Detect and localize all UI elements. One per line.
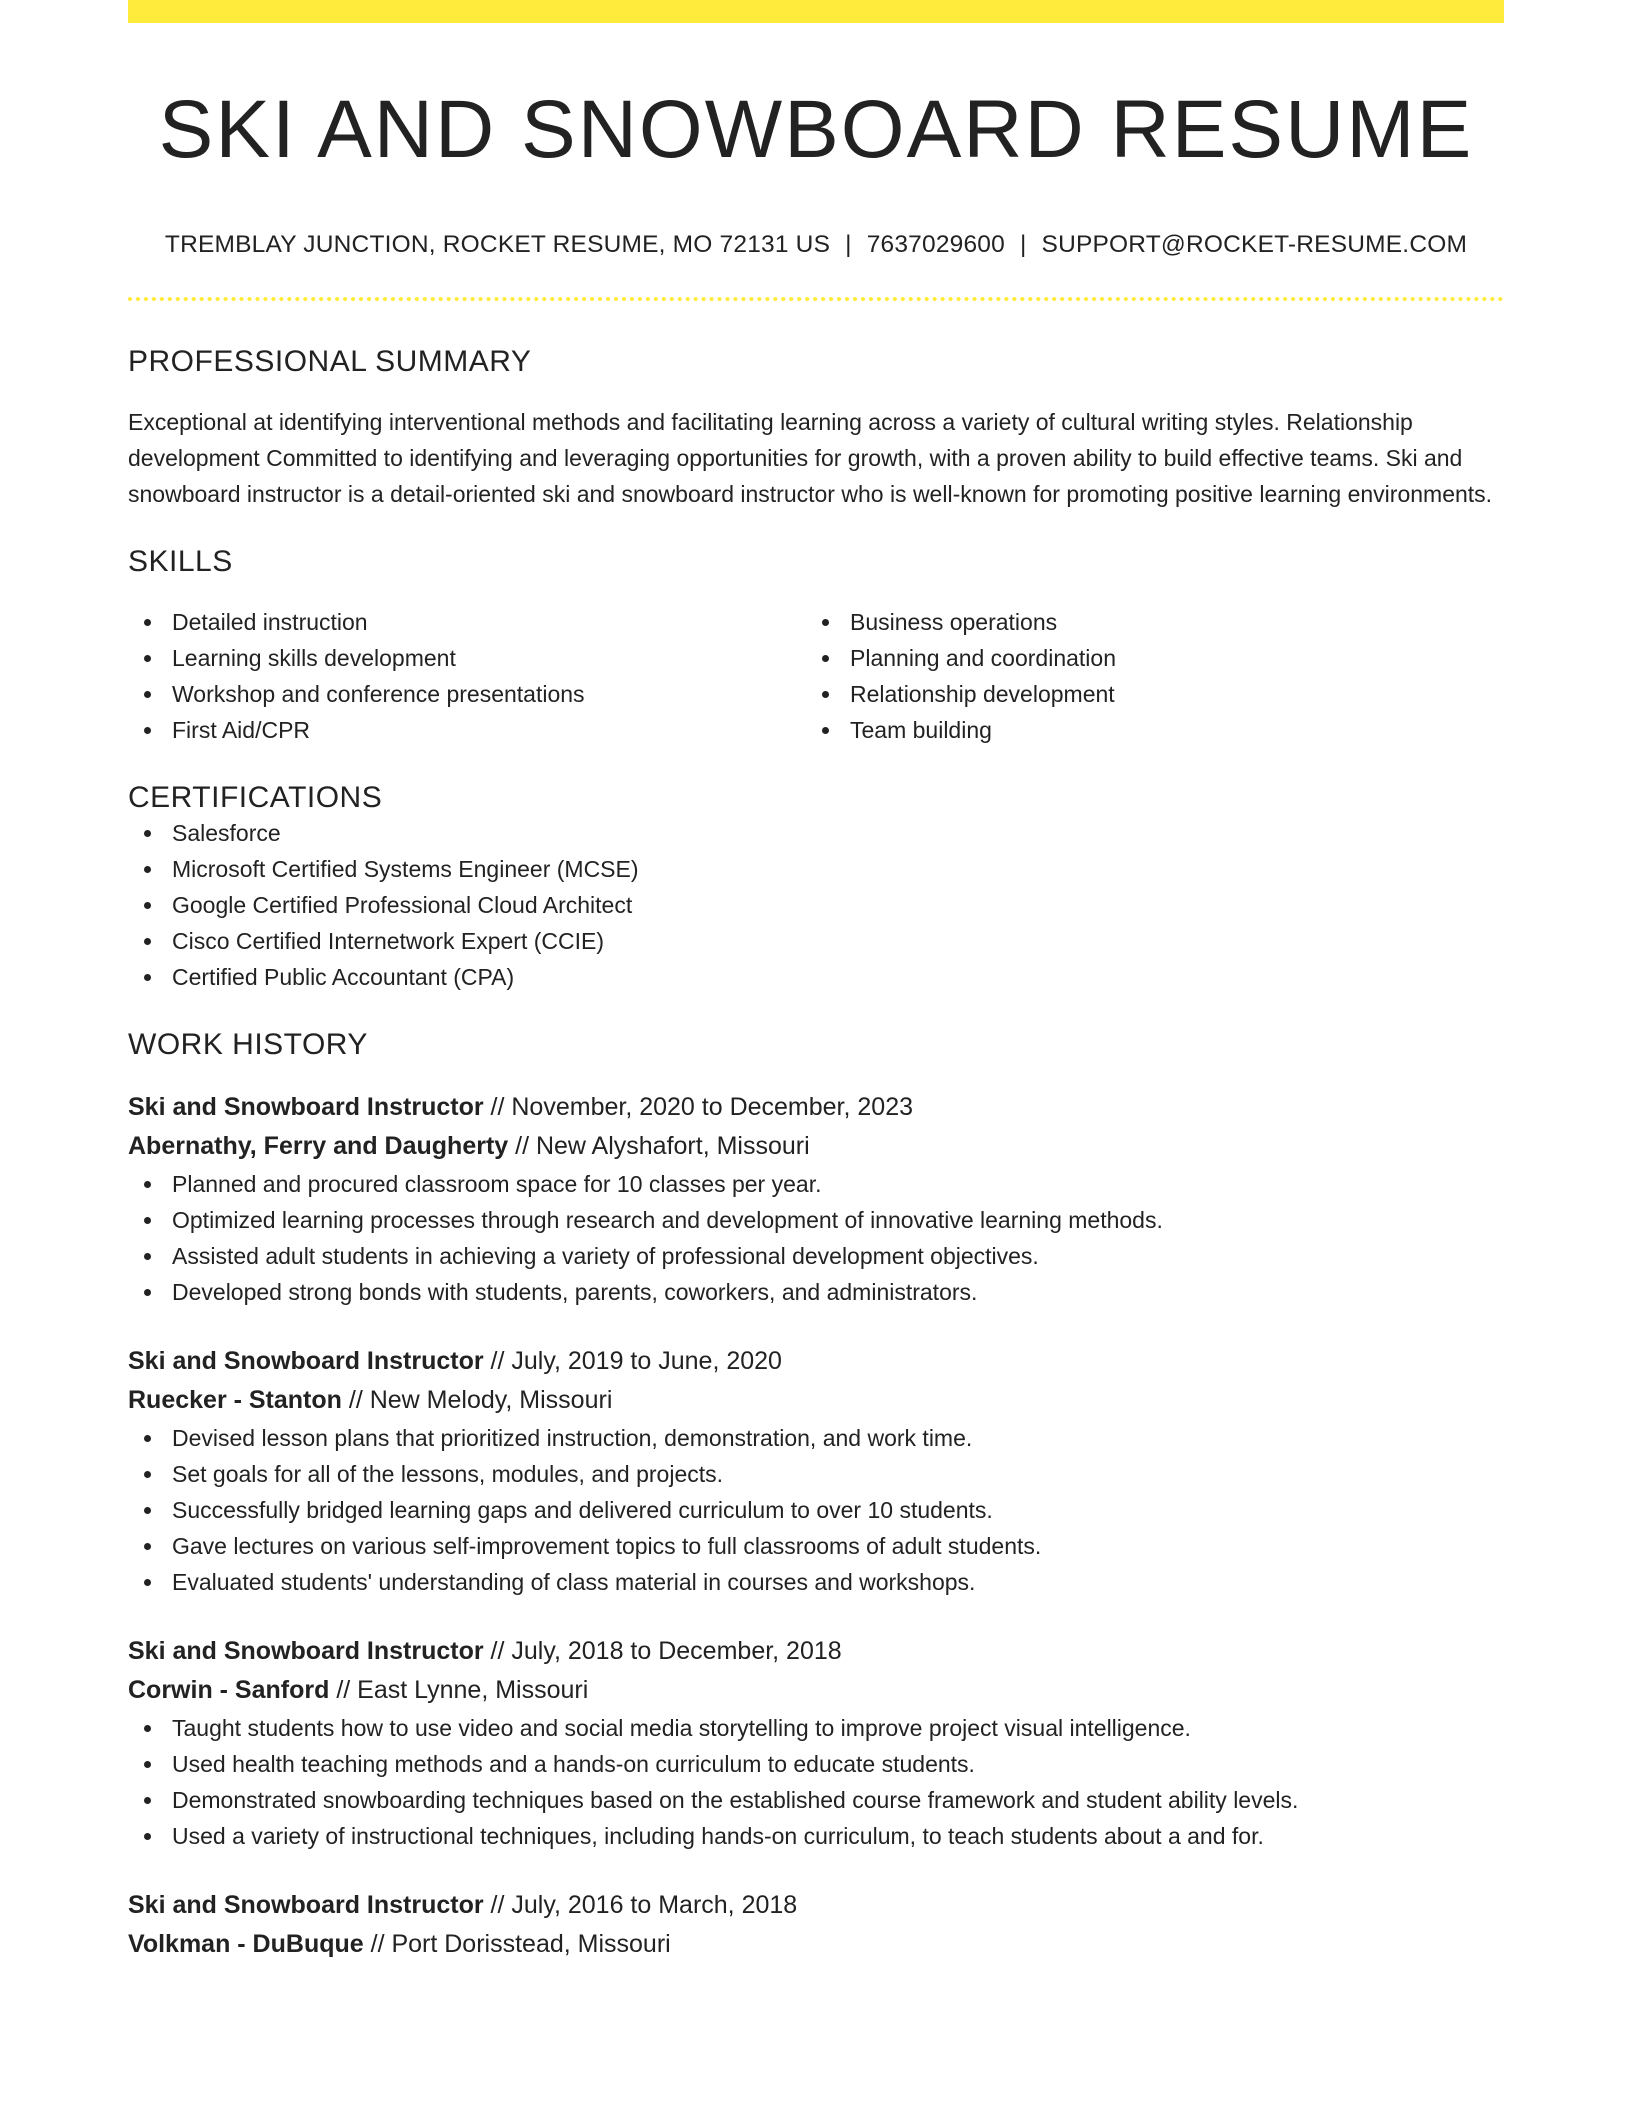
job-bullet: Evaluated students' understanding of class material in courses and workshops.: [128, 1564, 1504, 1600]
job-entry: [128, 1886, 1504, 1964]
contact-separator: |: [1019, 231, 1027, 259]
job-title: Ski and Snowboard Instructor: [128, 1347, 484, 1376]
skill-item: Planning and coordination: [806, 640, 1484, 676]
certification-item: Cisco Certified Internetwork Expert (CCIE): [128, 923, 1504, 959]
job-dates: // November, 2020 to December, 2023: [483, 1093, 914, 1122]
job-bullets: [128, 1420, 1504, 1600]
job-location: // East Lynne, Missouri: [329, 1676, 589, 1705]
summary-text: Exceptional at identifying interventional methods and facilitating learning across a variety of cultural writing styles. Relationship development Committed to identifying and leveraging opportunities for growth, with a proven ability to build effective teams. Ski and snowboard instructor is a detail-oriented ski and snowboard instructor who is well-known for promoting positive learning environments.: [128, 409, 1493, 508]
skills-columns: [128, 604, 1504, 748]
certification-item: Certified Public Accountant (CPA): [128, 959, 1504, 995]
resume-page: [128, 0, 1504, 1964]
job-dates: // July, 2019 to June, 2020: [483, 1347, 782, 1376]
skills-heading: SKILLS: [128, 545, 233, 579]
skill-item: Relationship development: [806, 676, 1484, 712]
contact-email: SUPPORT@ROCKET-RESUME.COM: [1041, 231, 1468, 259]
job-title-line: [128, 1088, 1504, 1127]
job-company: Ruecker - Stanton: [128, 1386, 342, 1415]
job-bullet: Taught students how to use video and social media storytelling to improve project visual intelligence.: [128, 1710, 1504, 1746]
skill-item: Team building: [806, 712, 1484, 748]
job-title-line: [128, 1886, 1504, 1925]
summary-heading: PROFESSIONAL SUMMARY: [128, 345, 532, 379]
job-dates: // July, 2018 to December, 2018: [483, 1637, 842, 1666]
job-location: // New Melody, Missouri: [341, 1386, 613, 1415]
certification-item: Microsoft Certified Systems Engineer (MCSE): [128, 851, 1504, 887]
accent-top-bar: [128, 0, 1504, 23]
certifications-heading: CERTIFICATIONS: [128, 781, 383, 815]
job-company-line: [128, 1127, 1504, 1166]
skills-list-left: [128, 604, 806, 748]
job-bullet: Successfully bridged learning gaps and delivered curriculum to over 10 students.: [128, 1492, 1504, 1528]
job-company: Corwin - Sanford: [128, 1676, 330, 1705]
job-location: // New Alyshafort, Missouri: [508, 1132, 810, 1161]
job-bullet: Set goals for all of the lessons, modules, and projects.: [128, 1456, 1504, 1492]
job-entry: [128, 1088, 1504, 1310]
contact-line: [128, 231, 1504, 259]
job-bullet: Gave lectures on various self-improvement topics to full classrooms of adult students.: [128, 1528, 1504, 1564]
job-bullet: Used a variety of instructional techniques, including hands-on curriculum, to teach students about a and for.: [128, 1818, 1504, 1854]
job-company: Volkman - DuBuque: [128, 1930, 364, 1959]
job-title-line: [128, 1342, 1504, 1381]
skills-list-right: [806, 604, 1484, 748]
job-title: Ski and Snowboard Instructor: [128, 1637, 484, 1666]
skill-item: Workshop and conference presentations: [128, 676, 806, 712]
job-bullets: [128, 1166, 1504, 1310]
job-bullet: Planned and procured classroom space for 10 classes per year.: [128, 1166, 1504, 1202]
skill-item: Learning skills development: [128, 640, 806, 676]
job-dates: // July, 2016 to March, 2018: [483, 1891, 798, 1920]
skill-item: Business operations: [806, 604, 1484, 640]
job-title: Ski and Snowboard Instructor: [128, 1093, 484, 1122]
contact-address: TREMBLAY JUNCTION, ROCKET RESUME, MO 72131 US: [164, 231, 831, 259]
certification-item: Google Certified Professional Cloud Architect: [128, 887, 1504, 923]
job-bullet: Used health teaching methods and a hands-on curriculum to educate students.: [128, 1746, 1504, 1782]
contact-separator: |: [845, 231, 852, 259]
job-company-line: [128, 1671, 1504, 1710]
job-bullet: Demonstrated snowboarding techniques based on the established course framework and student ability levels.: [128, 1782, 1504, 1818]
job-company-line: [128, 1925, 1504, 1964]
skill-item: First Aid/CPR: [128, 712, 806, 748]
job-bullets: [128, 1710, 1504, 1854]
certification-item: Salesforce: [128, 815, 1504, 851]
job-bullet: Devised lesson plans that prioritized instruction, demonstration, and work time.: [128, 1420, 1504, 1456]
job-title: Ski and Snowboard Instructor: [128, 1891, 484, 1920]
contact-phone: 7637029600: [866, 231, 1005, 259]
work-history-heading: WORK HISTORY: [128, 1028, 368, 1062]
certifications-list: [128, 815, 1504, 995]
job-entry: [128, 1632, 1504, 1854]
job-title-line: [128, 1632, 1504, 1671]
resume-title: SKI AND SNOWBOARD RESUME: [158, 84, 1474, 175]
job-location: // Port Dorisstead, Missouri: [363, 1930, 671, 1959]
job-bullet: Optimized learning processes through research and development of innovative learning methods.: [128, 1202, 1504, 1238]
job-company-line: [128, 1381, 1504, 1420]
skill-item: Detailed instruction: [128, 604, 806, 640]
job-bullet: Developed strong bonds with students, parents, coworkers, and administrators.: [128, 1274, 1504, 1310]
job-entry: [128, 1342, 1504, 1600]
dotted-divider: [128, 297, 1504, 301]
job-company: Abernathy, Ferry and Daugherty: [128, 1132, 509, 1161]
job-bullet: Assisted adult students in achieving a variety of professional development objectives.: [128, 1238, 1504, 1274]
